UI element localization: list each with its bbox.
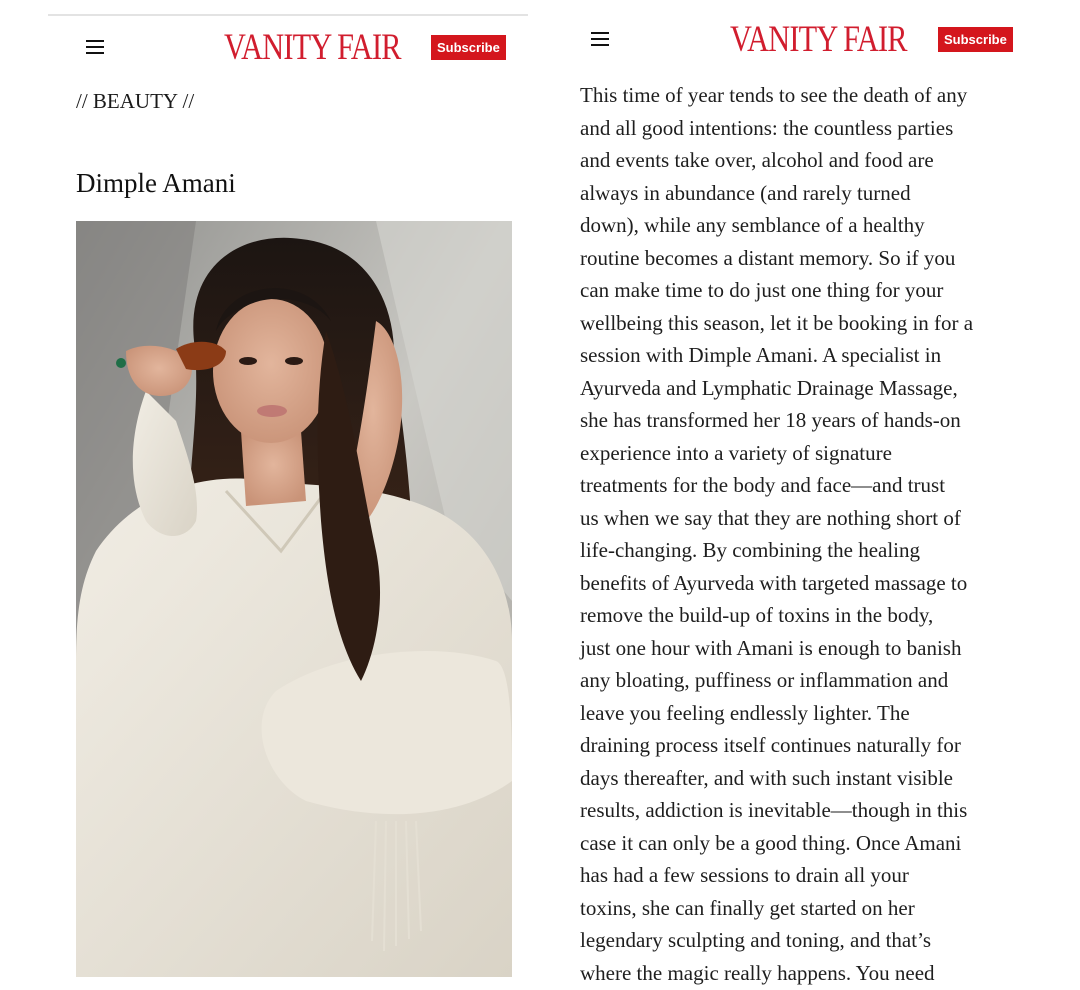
- subscribe-button[interactable]: Subscribe: [938, 27, 1013, 52]
- body-line: legendary sculpting and toning, and that’s: [580, 928, 932, 952]
- body-line: days thereafter, and with such instant visible: [580, 765, 953, 790]
- site-header: [560, 12, 1040, 68]
- body-line: down), while any semblance of a healthy: [580, 213, 925, 237]
- vanity-fair-logo[interactable]: VANITY FAIR: [224, 27, 401, 68]
- body-line: us when we say that they are nothing short of: [580, 505, 961, 530]
- body-line: draining process itself continues naturally for: [580, 733, 961, 757]
- body-line: wellbeing this season, let it be booking in for a: [580, 310, 974, 335]
- body-line: just one hour with Amani is enough to banish: [580, 635, 962, 660]
- article-panel-left: [48, 0, 528, 990]
- body-line: treatments for the body and face—and trust: [580, 473, 946, 497]
- body-line: Ayurveda and Lymphatic Drainage Massage,: [580, 375, 958, 400]
- body-line: case it can only be a good thing. Once Amani: [580, 830, 962, 855]
- body-line: session with Dimple Amani. A specialist in: [580, 343, 942, 367]
- subscribe-button[interactable]: Subscribe: [431, 35, 506, 60]
- body-line: toxins, she can finally get started on her: [580, 895, 915, 920]
- body-line: and events take over, alcohol and food are: [580, 148, 934, 172]
- hamburger-menu-icon[interactable]: [591, 32, 609, 46]
- body-line: benefits of Ayurveda with targeted massage to: [580, 570, 968, 595]
- hamburger-menu-icon[interactable]: [86, 40, 104, 54]
- body-line: routine becomes a distant memory. So if you: [580, 245, 956, 270]
- site-header: [48, 20, 528, 76]
- body-line: she has transformed her 18 years of hands-on: [580, 408, 961, 432]
- body-line: This time of year tends to see the death of any: [580, 83, 968, 107]
- body-line: experience into a variety of signature: [580, 440, 892, 465]
- body-line: has had a few sessions to drain all your: [580, 863, 909, 887]
- vanity-fair-logo[interactable]: VANITY FAIR: [730, 19, 907, 60]
- article-hero-photo: [76, 221, 512, 977]
- section-label[interactable]: // BEAUTY //: [76, 89, 195, 113]
- top-divider: [48, 14, 528, 16]
- body-line: leave you feeling endlessly lighter. The: [580, 700, 910, 725]
- body-line: results, addiction is inevitable—though in this: [580, 798, 968, 822]
- body-line: where the magic really happens. You need: [580, 960, 935, 985]
- body-line: any bloating, puffiness or inflammation and: [580, 668, 949, 692]
- body-line: can make time to do just one thing for your: [580, 278, 944, 302]
- article-body: [580, 79, 1030, 989]
- body-line: life-changing. By combining the healing: [580, 538, 920, 562]
- article-headline: Dimple Amani: [76, 168, 236, 198]
- body-line: remove the build-up of toxins in the body,: [580, 603, 934, 627]
- body-line: and all good intentions: the countless parties: [580, 115, 954, 140]
- body-line: always in abundance (and rarely turned: [580, 180, 911, 205]
- article-panel-right: [560, 0, 1040, 990]
